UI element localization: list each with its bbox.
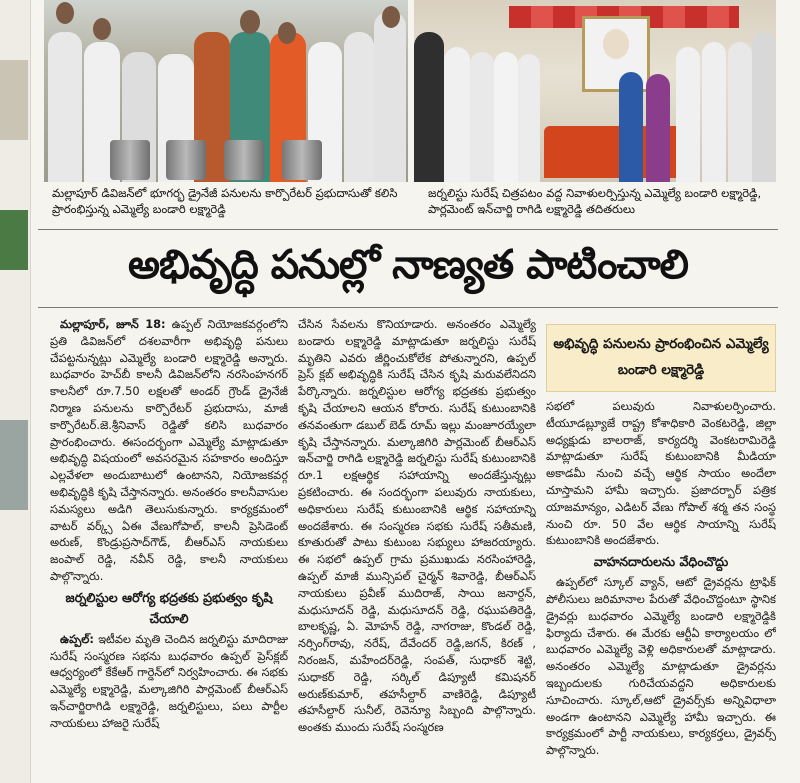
subheading-journalists-health: జర్నలిస్టుల ఆరోగ్య భద్రతకు ప్రభుత్వం కృషి చేయాలి xyxy=(65,589,273,626)
photo-caption-right: జర్నలిస్టు సురేష్ చిత్రపటం వద్ద నివాళులర్పిస్తున్న ఎమ్మెల్యే బండారి లక్ష్మారెడ్డి, పార్లమెంట్ ఇన్‌చార్జి రాగిడి లక్ష్మారెడ్డి తదితరులు xyxy=(428,186,762,216)
article-column-middle xyxy=(298,316,536,781)
divider xyxy=(38,229,778,230)
article-paragraph: ఇటీవల మృతి చెందిన జర్నలిస్టు మాదిరాజు సురేష్ సంస్మరణ సభను బుధవారం ఉప్పల్ ప్రెస్‌క్లబ్ ఆధ్వర్యంలో కేకేఆర్ గార్డెన్‌లో నిర్వహించారు. ఈ సభకు ఎమ్మెల్యే లక్ష్మారెడ్డి, మల్కాజిగిరి పార్లమెంట్ బీఆర్‌ఎస్ ఇన్‌చార్జిరాగిడి లక్ష్మారెడ్డి, జర్నలిస్టులు, పలు పార్టీల నాయకులు హాజరై సురేష్ xyxy=(50,631,288,730)
photo-drainage-inauguration xyxy=(44,0,408,182)
highlight-box: అభివృద్ధి పనులను ప్రారంభించిన ఎమ్మెల్యే బండారి లక్ష్మారెడ్డి xyxy=(546,324,776,392)
dateline: ఉప్పల్: xyxy=(60,631,94,646)
dateline: మల్లాపూర్, జూన్ 18: xyxy=(60,317,166,331)
photo-caption-left: మల్లాపూర్ డివిజన్‌లో భూగర్భ డ్రైనేజీ పనులను కార్పొరేటర్ ప్రభుదాసుతో కలిసి ప్రారంభిస్తున్న ఎమ్మెల్యే బండారి లక్ష్మారెడ్డి xyxy=(52,186,398,216)
article-paragraph: ఉప్పల్‌లో స్కూల్ వ్యాన్, ఆటో డ్రైవర్లను ట్రాఫిక్ పోలీసులు జరిమానాల పేరుతో వేధించొద్దంటూ స్థానిక డ్రైవర్లు బుధవారం ఎమ్మెల్యే బండారి లక్ష్మారెడ్డికి ఫిర్యాదు చేశారు. ఈ మేరకు ఆర్టీఏ కార్యాలయం లో బుధవారం ఎమ్మెల్యే వెళ్లి అధికారులతో మాట్లాడారు. అనంతరం ఎమ్మెల్యే మాట్లాడుతూ డ్రైవర్లను ఇబ్బందులకు గురిచేయవద్దని అధికారులకు సూచించారు. స్కూల్,ఆటో డ్రైవర్స్‌కు అన్నివిధాలా అండగా ఉంటానని ఎమ్మెల్యే హామీ ఇచ్చారు. ఈ కార్యక్రమంలో పార్టీ నాయకులు, కార్యకర్తలు, డ్రైవర్స్ పాల్గొన్నారు. xyxy=(546,575,776,758)
article-paragraph: చేసిన సేవలను కొనియాడారు. అనంతరం ఎమ్మెల్యే బండారు లక్ష్మారెడ్డి మాట్లాడుతూ జర్నలిస్టు సురేష్ మృతిని ఎవరు జీర్ణించుకోలేక పోతున్నారని, ఉప్పల్ ప్రెస్ క్లబ్ అభివృద్ధికి సురేష్ చేసిన కృషి మరువలేనిదని పేర్కొన్నారు. జర్నలిస్టుల ఆరోగ్య భద్రతకు ప్రభుత్వం కృషి చేయాలని ఆయన కోరారు. సురేష్ కుటుంబానికి తనవంతుగా డబుల్ బెడ్ రూమ్ ఇల్లు మంజూరయ్యేలా కృషి చేస్తానన్నారు. మల్కాజిగిరి పార్లమెంట్ బీఆర్‌ఎస్ ఇన్‌చార్జి రాగిడి లక్ష్మారెడ్డి జర్నలిస్టు సురేష్ కుటుంబానికి రూ.1 లక్షఆర్థిక సహాయాన్ని అందజేస్తున్నట్లు ప్రకటించారు. ఈ సందర్భంగా పలువురు నాయకులు, అధికారులు సురేష్ కుటుంబానికి ఆర్థిక సహాయాన్ని అందజేశారు. ఈ సంస్మరణ సభకు సురేష్ సతీమణి, కూతురుతో పాటు కుటుంబ సభ్యులు హాజరయ్యారు. ఈ సభలో ఉప్పల్ గ్రామ ప్రముఖుడు నరసింహారెడ్డి, ఉప్పల్ మాజీ మున్సిపల్ చైర్మన్ శివారెడ్డి, బీఆర్‌ఎస్ నాయకులు ప్రవీణ్ ముదిరాజ్, సాయి జనార్దన్, మధుసూదన్ రెడ్డి, మధుసూదన్ రెడ్డి, రఘుపతిరెడ్డి, బాలకృష్ణ, ఏ. మోహన్ రెడ్డి, నాగరాజు, కొండల్ రెడ్డి, నర్సింగ్‌రావు, నరేష్, దేవేందర్ రెడ్డి,జగన్, కిరణ్ , నిరంజన్, మహేందర్‌రెడ్డి, సంపత్, సుధాకర్ శెట్టి, సుధాకర్ రెడ్డి, సర్కిల్ డిప్యూటీ కమిషనర్ అరుణ్‌కుమార్, తహసీల్దార్ వాణిరెడ్డి, డిప్యూటీ తహసీల్దార్ సునీల్, రెవెన్యూ సిబ్బంది పాల్గొన్నారు. అంతకు ముందు సురేష్ సంస్మరణ xyxy=(298,317,536,735)
article-column-right xyxy=(546,398,776,781)
article-paragraph: సభలో పలువురు నివాళులర్పించారు. టీయూడబ్ల్యూజే రాష్ట్ర కోశాధికారి వెంకటరెడ్డి, జిల్లా అధ్యక్షుడు బాలరాజ్, కార్యదర్శి వెంకటరామిరెడ్డి మాట్లాడుతూ సురేష్ కుటుంబానికి మీడియా అకాడమీ నుంచి వచ్చే ఆర్థిక సాయం అందేలా చూస్తామని హామీ ఇచ్చారు. ప్రజాదర్బార్ పత్రిక యాజమాన్యం, ఎడిటర్ వేణు గోపాల్ శర్మ తన సంస్థ నుంచి రూ. 50 వేల ఆర్థిక సాయాన్ని సురేష్ కుటుంబానికి అందజేశారు. xyxy=(546,399,776,548)
photo-memorial-tribute xyxy=(414,0,776,182)
headline: అభివృద్ధి పనుల్లో నాణ్యత పాటించాలి xyxy=(128,242,688,288)
divider xyxy=(38,307,778,308)
article-column-left xyxy=(50,316,288,781)
article-paragraph: ఉప్పల్ నియోజకవర్గంలోని ప్రతి డివిజన్‌లో దశలవారీగా అభివృద్ధి పనులు చేపట్టనున్నట్లు ఎమ్మెల్యే బండారి లక్ష్మారెడ్డి అన్నారు. బుధవారం హెచ్‌బీ కాలనీ డివిజన్‌లోని నరసింహనగర్ కాలనీలో రూ.7.50 లక్షలతో అండర్ గ్రౌండ్ డ్రైనేజీ నిర్మాణ పనులను కార్పొరేటర్ ప్రభుదాసు, మాజీ కార్పొరేటర్.జె.శ్రీనివాస్ రెడ్డితో కలిసి బుధవారం ప్రారంభించారు. ఈసందర్భంగా ఎమ్మెల్యే మాట్లాడుతూ అభివృద్ధి విషయంలో అవసరమైన సహకారం అందిస్తూ ఎల్లవేళలా అందుబాటులో ఉంటానని, నియోజకవర్గ అభివృద్ధికి కృషి చేస్తానన్నారు. అనంతరం కాలనీవాసుల సమస్యలు అడిగి తెలుసుకున్నారు. కార్యక్రమంలో వాటర్ వర్క్స్ ఏఈ వేణుగోపాల్, కాలనీ ప్రెసిడెంట్ అరుణ్, కొండ్రుప్రసాద్‌గౌడ్, బీఆర్‌ఎస్ నాయకులు జంపాల్ రెడ్డి, నవీన్ రెడ్డి, కాలనీ నాయకులు పాల్గొన్నారు. xyxy=(50,317,288,583)
subheading-vehicle-owners: వాహనదారులను వేధించొద్దు xyxy=(593,554,729,570)
adjacent-page-strip xyxy=(0,0,31,783)
